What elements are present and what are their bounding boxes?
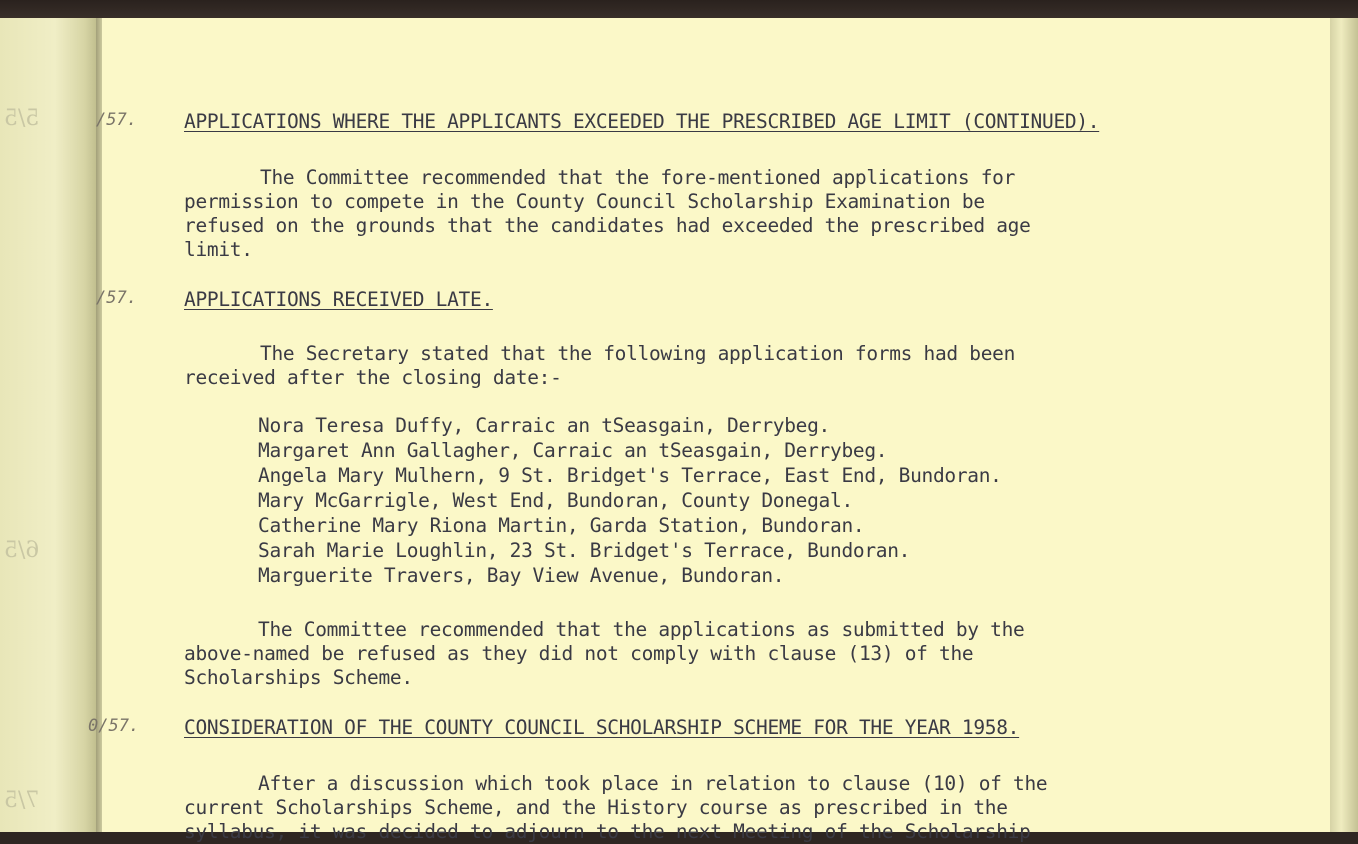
paragraph-line: current Scholarships Scheme, and the History course as prescribed in the xyxy=(184,796,1008,819)
section-heading: APPLICATIONS WHERE THE APPLICANTS EXCEEDED THE PRESCRIBED AGE LIMIT (CONTINUED). xyxy=(184,110,1100,133)
list-item: Angela Mary Mulhern, 9 St. Bridget's Terrace, East End, Bundoran. xyxy=(258,464,1002,487)
minute-number: /57. xyxy=(96,110,137,130)
ghost-number: 6/5 xyxy=(4,538,40,563)
ghost-number: 7/5 xyxy=(4,788,40,813)
paragraph-line: refused on the grounds that the candidates had exceeded the prescribed age xyxy=(184,214,1031,237)
paragraph-line: permission to compete in the County Council Scholarship Examination be xyxy=(184,190,985,213)
paragraph-line: above-named be refused as they did not comply with clause (13) of the xyxy=(184,642,974,665)
list-item: Nora Teresa Duffy, Carraic an tSeasgain, Derrybeg. xyxy=(258,414,831,437)
paragraph-line: The Secretary stated that the following application forms had been xyxy=(260,342,1016,365)
paragraph-line: limit. xyxy=(184,238,253,261)
paragraph-line: syllabus, it was decided to adjourn to the next Meeting of the Scholarship xyxy=(184,820,1031,843)
minute-number: /57. xyxy=(96,288,137,308)
paragraph-line: The Committee recommended that the applications as submitted by the xyxy=(258,618,1025,641)
section-heading: CONSIDERATION OF THE COUNTY COUNCIL SCHOLARSHIP SCHEME FOR THE YEAR 1958. xyxy=(184,716,1020,739)
minute-number: 0/57. xyxy=(88,716,140,736)
list-item: Margaret Ann Gallagher, Carraic an tSeasgain, Derrybeg. xyxy=(258,439,888,462)
paragraph-line: received after the closing date:- xyxy=(184,366,562,389)
paragraph-line: The Committee recommended that the fore-mentioned applications for xyxy=(260,166,1016,189)
page-right-edge xyxy=(1330,18,1358,832)
list-item: Marguerite Travers, Bay View Avenue, Bundoran. xyxy=(258,564,785,587)
facing-page xyxy=(0,18,100,832)
paragraph-line: After a discussion which took place in relation to clause (10) of the xyxy=(258,772,1048,795)
paragraph-line: Scholarships Scheme. xyxy=(184,666,413,689)
list-item: Sarah Marie Loughlin, 23 St. Bridget's Terrace, Bundoran. xyxy=(258,539,911,562)
ghost-number: 5/5 xyxy=(4,106,40,131)
list-item: Mary McGarrigle, West End, Bundoran, County Donegal. xyxy=(258,489,853,512)
section-heading: APPLICATIONS RECEIVED LATE. xyxy=(184,288,493,311)
list-item: Catherine Mary Riona Martin, Garda Station, Bundoran. xyxy=(258,514,865,537)
